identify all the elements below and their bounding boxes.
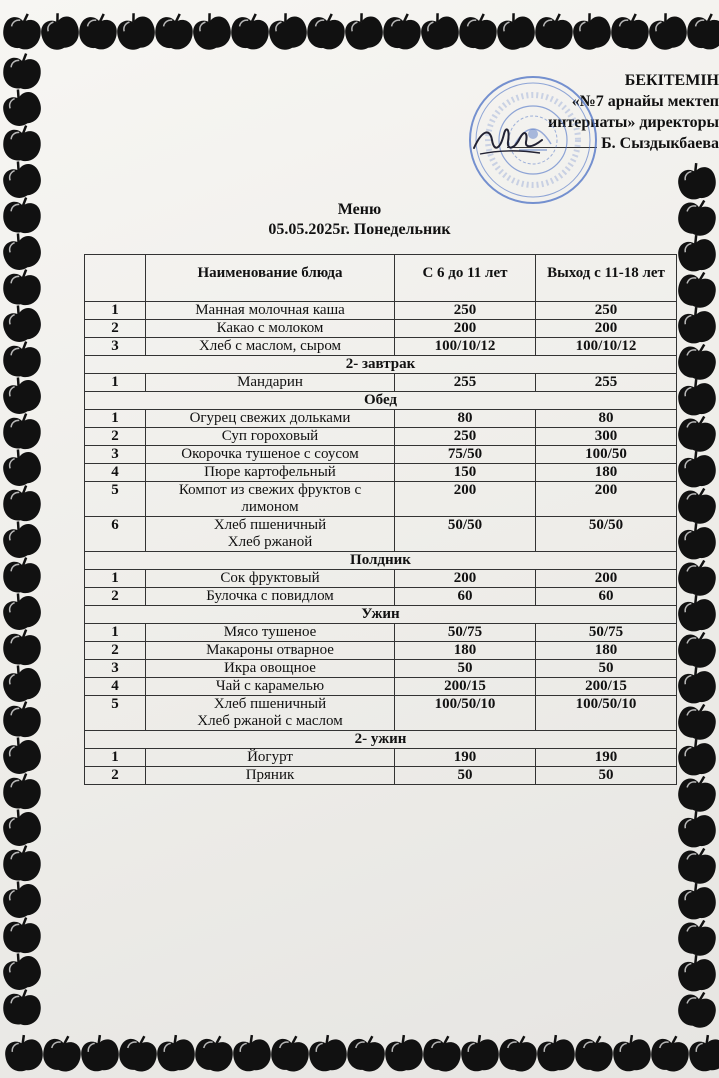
apple-icon [2, 340, 42, 379]
header-age-11-18: Выход с 11-18 лет [536, 255, 677, 302]
portion-11-18: 255 [536, 374, 677, 392]
table-row [85, 624, 677, 642]
section-title: 2- ужин [85, 731, 677, 749]
table-row [85, 302, 677, 320]
row-number: 1 [85, 410, 146, 428]
dish-name: Огурец свежих дольками [146, 410, 395, 428]
dish-name: Сок фруктовый [146, 570, 395, 588]
apple-icon [687, 1033, 719, 1073]
handwritten-signature [470, 120, 545, 160]
portion-6-11: 50/50 [395, 517, 536, 552]
portion-6-11: 190 [395, 749, 536, 767]
apple-icon [1, 10, 44, 52]
apple-icon [675, 339, 719, 383]
apple-icon [0, 516, 45, 562]
dish-name: Окорочка тушеное с соусом [146, 446, 395, 464]
approval-school: «№7 арнайы мектеп [571, 93, 719, 110]
table-row [85, 678, 677, 696]
row-number: 3 [85, 338, 146, 356]
row-number: 1 [85, 749, 146, 767]
row-number: 1 [85, 302, 146, 320]
table-row [85, 767, 677, 785]
portion-11-18: 100/50 [536, 446, 677, 464]
apple-icon [569, 9, 614, 53]
apple-icon [2, 268, 42, 307]
apple-icon [533, 10, 576, 52]
apple-icon [675, 592, 718, 634]
dish-name: Икра овощное [146, 660, 395, 678]
dish-name: Хлеб пшеничный Хлеб ржаной [146, 517, 395, 552]
table-row [85, 464, 677, 482]
portion-11-18: 80 [536, 410, 677, 428]
apple-icon [675, 627, 719, 671]
apple-icon [675, 771, 719, 815]
menu-table [84, 254, 677, 785]
section-header-row [85, 392, 677, 410]
apple-icon [265, 9, 310, 53]
portion-11-18: 200 [536, 570, 677, 588]
apple-icon [113, 9, 158, 53]
row-number: 2 [85, 428, 146, 446]
apple-icon [675, 699, 719, 743]
table-row [85, 696, 677, 731]
apple-icon [417, 9, 462, 53]
apple-icon [675, 952, 718, 994]
table-row [85, 410, 677, 428]
approval-position: интернаты» директоры [547, 114, 719, 131]
section-header-row [85, 606, 677, 624]
apple-icon [675, 448, 718, 490]
table-row [85, 517, 677, 552]
apple-icon [268, 1032, 312, 1075]
header-num [85, 255, 146, 302]
dish-name: Мясо тушеное [146, 624, 395, 642]
apple-icon [116, 1032, 160, 1075]
table-row [85, 446, 677, 464]
header-age-6-11: С 6 до 11 лет [395, 255, 536, 302]
apple-icon [0, 948, 45, 994]
apple-icon [0, 876, 45, 922]
apple-icon [0, 84, 45, 130]
portion-11-18: 50/50 [536, 517, 677, 552]
apple-icon [77, 10, 120, 52]
dish-name: Суп гороховый [146, 428, 395, 446]
portion-11-18: 50 [536, 767, 677, 785]
table-row [85, 482, 677, 517]
portion-6-11: 200 [395, 482, 536, 517]
apple-icon [2, 52, 42, 91]
portion-11-18: 50 [536, 660, 677, 678]
dish-name: Хлеб пшеничный Хлеб ржаной с маслом [146, 696, 395, 731]
row-number: 2 [85, 320, 146, 338]
portion-6-11: 180 [395, 642, 536, 660]
apple-icon [0, 588, 45, 634]
apple-icon [0, 732, 45, 778]
table-row [85, 660, 677, 678]
apple-icon [457, 10, 500, 52]
row-number: 1 [85, 374, 146, 392]
table-row [85, 428, 677, 446]
apple-icon [572, 1032, 616, 1075]
apple-icon [535, 1033, 577, 1073]
table-row [85, 320, 677, 338]
apple-icon [2, 844, 42, 883]
dish-name: Какао с молоком [146, 320, 395, 338]
dish-name: Пюре картофельный [146, 464, 395, 482]
apple-icon [231, 1033, 273, 1073]
portion-6-11: 200 [395, 320, 536, 338]
portion-11-18: 300 [536, 428, 677, 446]
apple-icon [493, 9, 538, 53]
portion-6-11: 50/75 [395, 624, 536, 642]
portion-11-18: 190 [536, 749, 677, 767]
apple-icon [675, 987, 719, 1031]
dish-name: Манная молочная каша [146, 302, 395, 320]
table-row [85, 338, 677, 356]
apple-icon [675, 160, 718, 202]
portion-6-11: 100/10/12 [395, 338, 536, 356]
apple-icon [305, 10, 348, 52]
portion-6-11: 100/50/10 [395, 696, 536, 731]
dish-name: Булочка с повидлом [146, 588, 395, 606]
apple-icon [153, 10, 196, 52]
apple-icon [40, 1032, 84, 1075]
apple-icon [675, 304, 718, 346]
row-number: 5 [85, 696, 146, 731]
apple-icon [341, 9, 386, 53]
portion-6-11: 255 [395, 374, 536, 392]
apple-icon [675, 411, 719, 455]
apple-icon [0, 156, 45, 202]
apple-icon [192, 1032, 236, 1075]
apple-icon [685, 10, 719, 52]
table-row [85, 588, 677, 606]
section-title: Ужин [85, 606, 677, 624]
apple-icon [459, 1033, 501, 1073]
menu-date: 05.05.2025г. Понедельник [268, 221, 451, 238]
approval-heading: БЕКІТЕМІН [624, 72, 719, 89]
portion-11-18: 200/15 [536, 678, 677, 696]
section-title: Обед [85, 392, 677, 410]
portion-11-18: 180 [536, 464, 677, 482]
section-header-row [85, 552, 677, 570]
dish-name: Компот из свежих фруктов с лимоном [146, 482, 395, 517]
dish-name: Хлеб с маслом, сыром [146, 338, 395, 356]
apple-icon [155, 1033, 197, 1073]
section-title: 2- завтрак [85, 356, 677, 374]
portion-11-18: 180 [536, 642, 677, 660]
apple-icon [675, 376, 718, 418]
table-row [85, 642, 677, 660]
portion-6-11: 200 [395, 570, 536, 588]
row-number: 6 [85, 517, 146, 552]
apple-icon [0, 444, 45, 490]
menu-title: Меню [337, 201, 382, 218]
dish-name: Йогурт [146, 749, 395, 767]
apple-icon [344, 1032, 388, 1075]
apple-icon [675, 664, 718, 706]
apple-icon [496, 1032, 540, 1075]
apple-icon [675, 880, 718, 922]
apple-icon [2, 772, 42, 811]
apple-icon [37, 9, 82, 53]
apple-icon [675, 736, 718, 778]
apple-icon [189, 9, 234, 53]
apple-icon [645, 9, 690, 53]
apple-icon [609, 10, 652, 52]
apple-icon [2, 916, 42, 955]
table-row [85, 570, 677, 588]
row-number: 2 [85, 642, 146, 660]
apple-icon [79, 1033, 121, 1073]
apple-icon [648, 1032, 692, 1075]
portion-6-11: 50 [395, 660, 536, 678]
row-number: 3 [85, 446, 146, 464]
apple-icon [0, 804, 45, 850]
portion-6-11: 50 [395, 767, 536, 785]
dish-name: Чай с карамелью [146, 678, 395, 696]
apple-icon [675, 915, 719, 959]
header-dish: Наименование блюда [146, 255, 395, 302]
apple-icon [611, 1033, 653, 1073]
apple-icon [3, 1033, 45, 1073]
row-number: 4 [85, 464, 146, 482]
apple-icon [420, 1032, 464, 1075]
table-header-row [85, 255, 677, 302]
row-number: 4 [85, 678, 146, 696]
apple-icon [2, 412, 42, 451]
portion-6-11: 150 [395, 464, 536, 482]
apple-icon [307, 1033, 349, 1073]
table-row [85, 374, 677, 392]
dish-name: Пряник [146, 767, 395, 785]
apple-icon [2, 988, 42, 1027]
apple-icon [675, 267, 719, 311]
section-header-row [85, 356, 677, 374]
apple-icon [675, 808, 718, 850]
apple-icon [675, 520, 718, 562]
director-name: Б. Сыздыкбаева [601, 135, 719, 152]
portion-11-18: 250 [536, 302, 677, 320]
apple-icon [2, 484, 42, 523]
portion-6-11: 250 [395, 302, 536, 320]
apple-icon [0, 300, 45, 346]
row-number: 5 [85, 482, 146, 517]
row-number: 2 [85, 588, 146, 606]
dish-name: Макароны отварное [146, 642, 395, 660]
apple-icon [229, 10, 272, 52]
portion-11-18: 200 [536, 320, 677, 338]
apple-icon [0, 660, 45, 706]
table-row [85, 749, 677, 767]
apple-icon [381, 10, 424, 52]
portion-6-11: 60 [395, 588, 536, 606]
row-number: 3 [85, 660, 146, 678]
portion-6-11: 80 [395, 410, 536, 428]
table-body [85, 302, 677, 785]
apple-icon [383, 1033, 425, 1073]
apple-icon [2, 628, 42, 667]
apple-icon [675, 555, 719, 599]
apple-icon [2, 700, 42, 739]
portion-11-18: 50/75 [536, 624, 677, 642]
portion-11-18: 200 [536, 482, 677, 517]
portion-11-18: 100/10/12 [536, 338, 677, 356]
apple-icon [675, 843, 719, 887]
apple-icon [0, 372, 45, 418]
section-header-row [85, 731, 677, 749]
apple-icon [675, 483, 719, 527]
portion-6-11: 75/50 [395, 446, 536, 464]
row-number: 2 [85, 767, 146, 785]
apple-icon [2, 556, 42, 595]
apple-icon [2, 124, 42, 163]
portion-11-18: 100/50/10 [536, 696, 677, 731]
dish-name: Мандарин [146, 374, 395, 392]
portion-11-18: 60 [536, 588, 677, 606]
row-number: 1 [85, 624, 146, 642]
row-number: 1 [85, 570, 146, 588]
section-title: Полдник [85, 552, 677, 570]
portion-6-11: 200/15 [395, 678, 536, 696]
portion-6-11: 250 [395, 428, 536, 446]
